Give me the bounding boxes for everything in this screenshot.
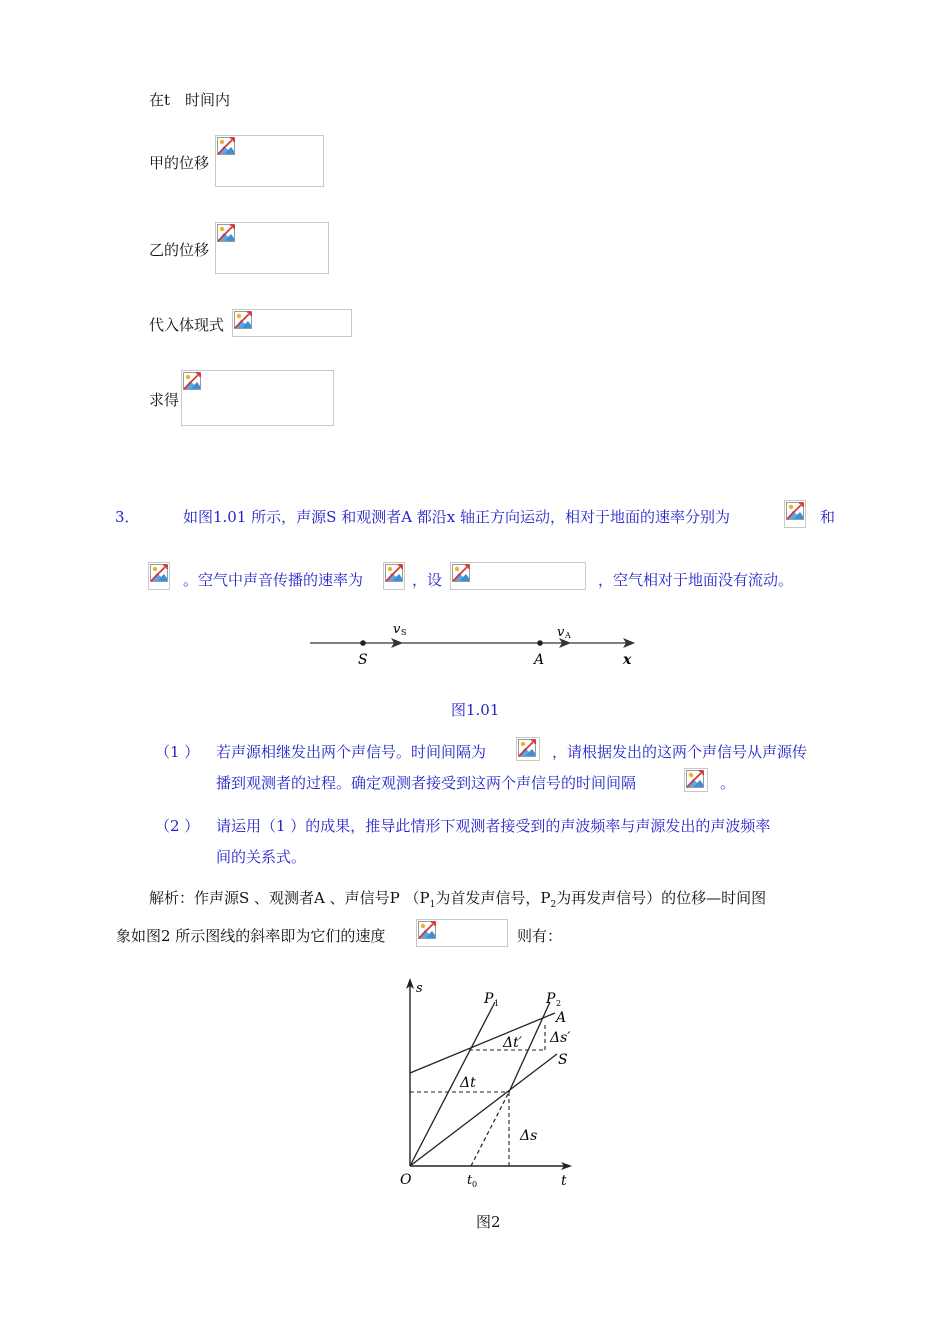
text-line: 甲的位移 xyxy=(149,154,210,172)
formula-image xyxy=(784,500,806,528)
label-t0: t xyxy=(467,1173,473,1188)
broken-image-icon xyxy=(418,921,436,939)
label-s-axis: s xyxy=(416,981,423,996)
subscript: 2 xyxy=(550,900,557,910)
analysis-text: 则有： xyxy=(517,927,563,945)
text-line: 求得 xyxy=(149,391,180,409)
question-number: （1 ） xyxy=(155,743,200,761)
question-number: （2 ） xyxy=(155,817,200,835)
label-p1: P xyxy=(484,991,494,1007)
question-text: 播到观测者的过程。确定观测者接受到这两个声信号的时间间隔 xyxy=(216,774,637,792)
formula-image xyxy=(148,562,170,590)
broken-image-icon xyxy=(686,770,704,788)
formula-image xyxy=(416,919,508,947)
label-origin: O xyxy=(400,1172,412,1188)
problem-text: 。空气中声音传播的速率为 xyxy=(183,571,364,589)
text-line: 代入体现式 xyxy=(149,316,225,334)
question-text: ，请根据发出的这两个声信号从声源传 xyxy=(552,743,808,761)
question-text: 若声源相继发出两个声信号。时间间隔为 xyxy=(216,743,487,761)
question-text: 。 xyxy=(720,774,736,792)
figure-caption: 图1.01 xyxy=(451,701,500,719)
label-p2-sub: 2 xyxy=(556,999,562,1008)
broken-image-icon xyxy=(452,564,470,582)
observer-point xyxy=(537,640,543,646)
subscript: 1 xyxy=(429,900,436,910)
label-dt: Δt xyxy=(460,1075,476,1091)
label-a: A xyxy=(556,1010,567,1026)
label-s: S xyxy=(558,1052,568,1068)
label-va: v xyxy=(557,625,565,640)
label-t-axis: t xyxy=(561,1173,567,1189)
label-ds: Δs xyxy=(520,1128,538,1144)
text-line: 在t 时间内 xyxy=(149,91,231,109)
formula-image xyxy=(215,135,324,187)
broken-image-icon xyxy=(150,564,168,582)
broken-image-icon xyxy=(217,224,235,242)
broken-image-icon xyxy=(518,739,536,757)
label-p2: P xyxy=(546,991,556,1007)
label-ds-prime: Δs′ xyxy=(550,1030,571,1046)
label-vs-sub: S xyxy=(401,628,407,637)
broken-image-icon xyxy=(786,502,804,520)
formula-image xyxy=(232,309,352,337)
line-s xyxy=(410,1054,557,1166)
label-a: A xyxy=(534,652,545,668)
broken-image-icon xyxy=(183,372,201,390)
label-t0-sub: 0 xyxy=(472,1180,478,1189)
label-dt-prime: Δt′ xyxy=(503,1035,522,1051)
figure-caption: 图2 xyxy=(476,1213,501,1231)
formula-image xyxy=(383,562,405,590)
source-point xyxy=(360,640,366,646)
analysis-text xyxy=(149,887,766,910)
broken-image-icon xyxy=(217,137,235,155)
question-text: 请运用（1 ）的成果，推导此情形下观测者接受到的声波频率与声源发出的声波频率 xyxy=(216,817,771,835)
formula-image xyxy=(684,768,708,792)
formula-image xyxy=(181,370,334,426)
problem-text: ，空气相对于地面没有流动。 xyxy=(598,571,794,589)
analysis-segment: 解析：作声源S 、观测者A 、声信号P （P xyxy=(149,889,430,907)
broken-image-icon xyxy=(234,311,252,329)
question-text: 间的关系式。 xyxy=(216,848,307,866)
line-a xyxy=(410,1013,555,1073)
problem-text: ，设 xyxy=(412,571,443,589)
broken-image-icon xyxy=(385,564,403,582)
figure-2-graph xyxy=(385,972,585,1194)
text-line: 乙的位移 xyxy=(149,241,210,259)
line-p2-extension xyxy=(471,1092,509,1166)
label-p1-sub: 1 xyxy=(494,999,500,1008)
problem-text: 如图1.01 所示，声源S 和观测者A 都沿x 轴正方向运动，相对于地面的速率分别为 xyxy=(183,508,731,526)
label-s: S xyxy=(358,652,368,668)
formula-image xyxy=(215,222,329,274)
formula-image xyxy=(516,737,540,761)
line-p1 xyxy=(410,1002,495,1166)
label-x: x xyxy=(623,652,632,668)
figure-1-01 xyxy=(305,618,645,674)
label-vs: v xyxy=(393,622,401,637)
analysis-segment: 为再发声信号）的位移—时间图 xyxy=(556,889,767,907)
label-va-sub: A xyxy=(565,631,571,640)
problem-number: 3． xyxy=(115,508,140,526)
analysis-segment: 为首发声信号，P xyxy=(435,889,551,907)
analysis-text: 象如图2 所示图线的斜率即为它们的速度 xyxy=(116,927,386,945)
formula-image xyxy=(450,562,586,590)
problem-text: 和 xyxy=(820,508,836,526)
